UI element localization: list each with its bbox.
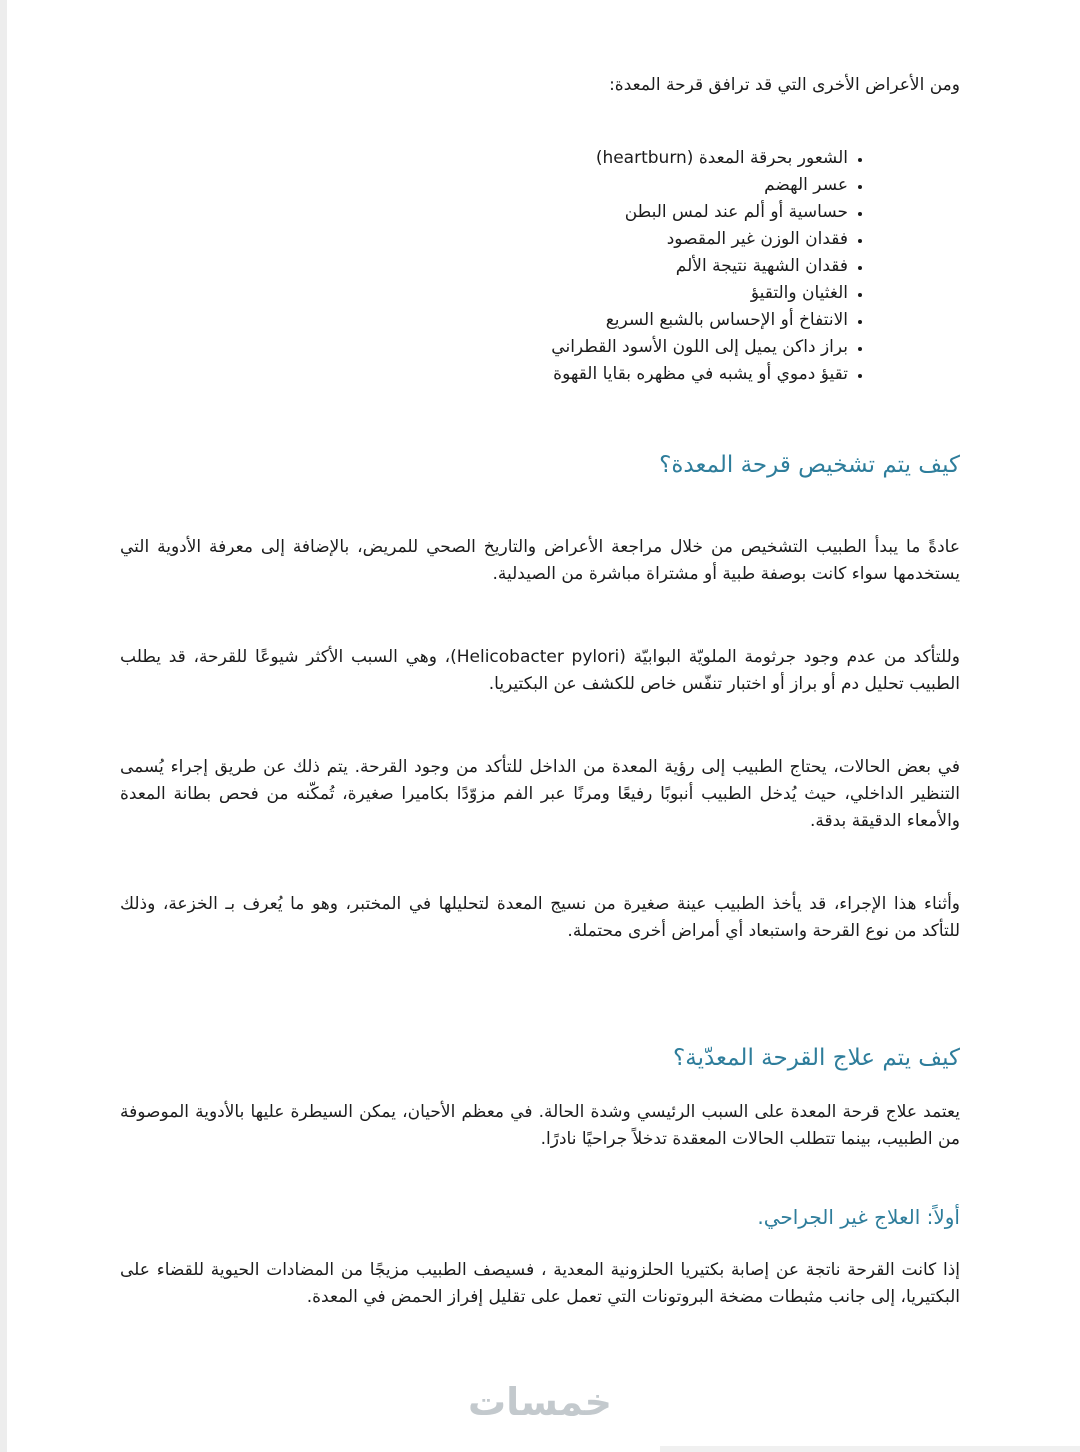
symptoms-intro-line: ومن الأعراض الأخرى التي قد ترافق قرحة المعدة: (609, 75, 960, 95)
list-item: • عسر الهضم (120, 172, 848, 199)
list-item: • فقدان الوزن غير المقصود (120, 226, 848, 253)
treatment-heading: كيف يتم علاج القرحة المعدّية؟ (673, 1045, 960, 1072)
khamsat-watermark-logo: خمسات (468, 1380, 612, 1424)
list-item: • الغثيان والتقيؤ (120, 280, 848, 307)
diagnosis-paragraph: في بعض الحالات، يحتاج الطبيب إلى رؤية المعدة من الداخل للتأكد من وجود القرحة. يتم ذلك عن طريق إجراء يُسمى التنظير الداخلي، حيث يُدخل الطبيب أنبوبًا رفيعًا ومرنًا عبر الفم مزوّدًا بكاميرا صغيرة، تُمكّنه من فحص بطانة المعدة والأمعاء الدقيقة بدقة. (120, 757, 960, 832)
scan-edge-bottom (660, 1446, 1080, 1452)
diagnosis-paragraph: وللتأكد من عدم وجود جرثومة الملويّة البوابيّة (Helicobacter pylori)، وهي السبب الأكثر شيوعًا للقرحة، قد يطلب الطبيب تحليل دم أو براز أو اختبار تنفّس خاص للكشف عن البكتيريا. (120, 647, 960, 695)
diagnosis-heading: كيف يتم تشخيص قرحة المعدة؟ (659, 452, 960, 479)
list-item: • الانتفاخ أو الإحساس بالشبع السريع (120, 307, 848, 334)
list-item: • حساسية أو ألم عند لمس البطن (120, 199, 848, 226)
treatment-intro-paragraph: يعتمد علاج قرحة المعدة على السبب الرئيسي وشدة الحالة. في معظم الأحيان، يمكن السيطرة عليها بالأدوية الموصوفة من الطبيب، بينما تتطلب الحالات المعقدة تدخلاً جراحيًا نادرًا. (120, 1102, 960, 1150)
symptom-list (120, 145, 960, 388)
list-item: • فقدان الشهية نتيجة الألم (120, 253, 848, 280)
list-item: • الشعور بحرقة المعدة (heartburn) (120, 145, 848, 172)
list-item: • تقيؤ دموي أو يشبه في مظهره بقايا القهوة (120, 361, 848, 388)
diagnosis-paragraph: وأثناء هذا الإجراء، قد يأخذ الطبيب عينة صغيرة من نسيج المعدة لتحليلها في المختبر، وهو ما يُعرف بـ الخزعة، وذلك للتأكد من نوع القرحة واستبعاد أي أمراض أخرى محتملة. (120, 894, 960, 942)
list-item: • براز داكن يميل إلى اللون الأسود القطراني (120, 334, 848, 361)
treatment-paragraph: إذا كانت القرحة ناتجة عن إصابة بكتيريا الحلزونية المعدية ، فسيصف الطبيب مزيجًا من المضادات الحيوية للقضاء على البكتيريا، إلى جانب مثبطات مضخة البروتونات التي تعمل على تقليل إفراز الحمض في المعدة. (120, 1260, 960, 1308)
diagnosis-paragraph: عادةً ما يبدأ الطبيب التشخيص من خلال مراجعة الأعراض والتاريخ الصحي للمريض، بالإضافة إلى معرفة الأدوية التي يستخدمها سواء كانت بوصفة طبية أو مشتراة مباشرة من الصيدلية. (120, 537, 960, 585)
treatment-subheading: أولاً: العلاج غير الجراحي. (757, 1205, 960, 1230)
